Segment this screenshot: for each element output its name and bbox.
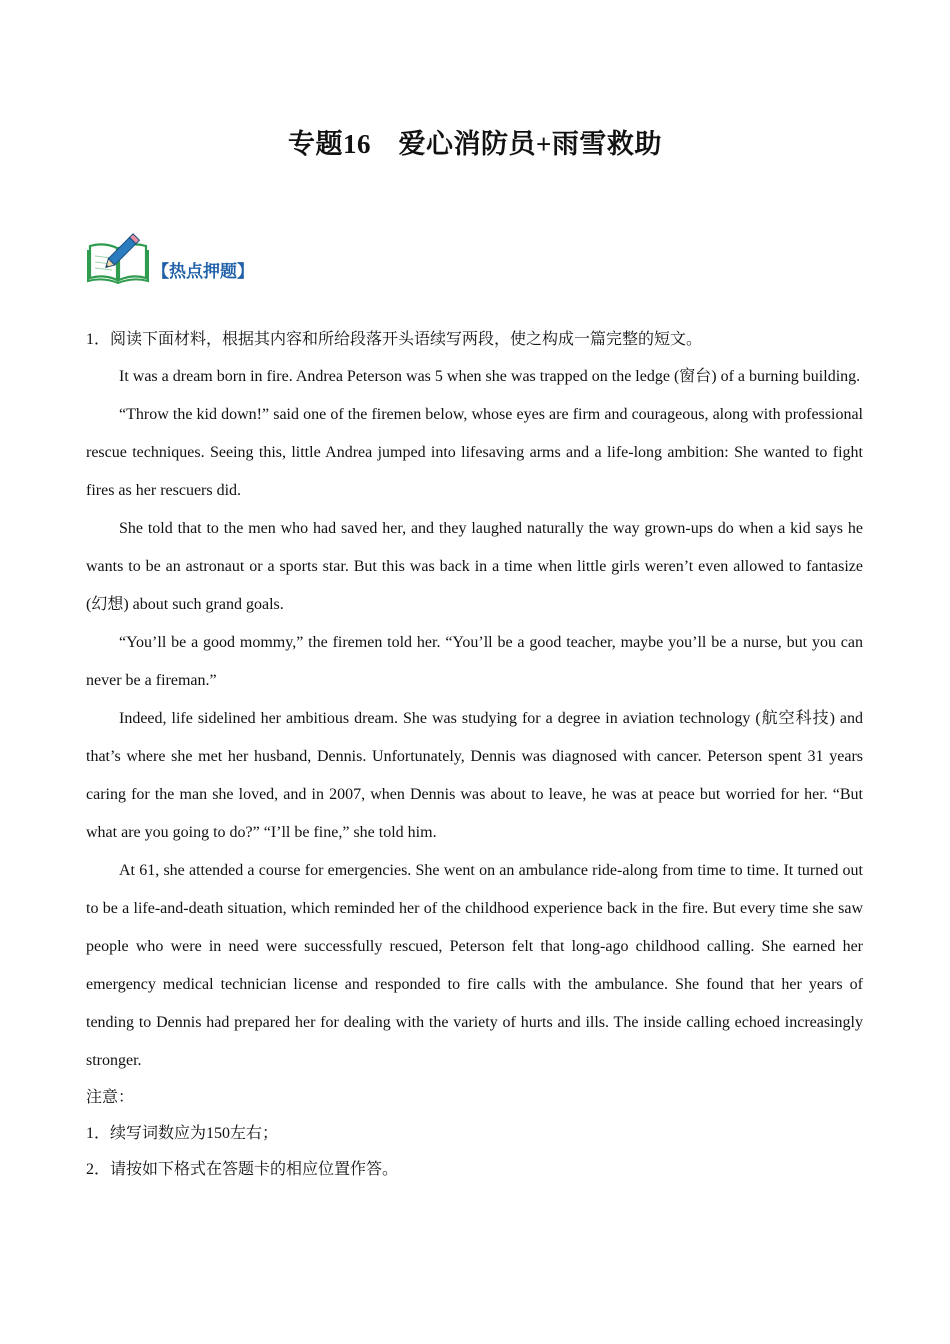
passage-paragraph: It was a dream born in fire. Andrea Peterson was 5 when she was trapped on the ledge (窗台) of a burning building.	[119, 368, 861, 385]
passage-paragraph: “You’ll be a good mommy,” the firemen told her. “You’ll be a good teacher, maybe you’ll be a nurse, but you can never be a fireman.”	[86, 634, 863, 689]
note-item: 2．请按如下格式在答题卡的相应位置作答。	[86, 1161, 399, 1178]
question-body	[86, 322, 863, 1188]
section-header	[86, 224, 254, 284]
notes-heading: 注意：	[86, 1089, 135, 1106]
passage-paragraph: At 61, she attended a course for emergencies. She went on an ambulance ride-along from time to time. It turned out to be a life-and-death situation, which reminded her of the childhood experience back in the fire. But every time she saw people who were in need were successfully rescued, Peterson felt that long-ago childhood calling. She earned her emergency medical technician license and responded to fire calls with the ambulance. She found that her years of tending to Dennis had prepared her for dealing with the variety of hurts and ills. The inside calling echoed increasingly stronger.	[86, 862, 863, 1069]
passage-paragraph: Indeed, life sidelined her ambitious dream. She was studying for a degree in aviation technology (航空科技) and that’s where she met her husband, Dennis. Unfortunately, Dennis was diagnosed with cancer. Peterson spent 31 years caring for the man she loved, and in 2007, when Dennis was about to leave, he was at peace but worried for her. “But what are you going to do?” “I’ll be fine,” she told him.	[86, 710, 863, 841]
question-prompt: 1．阅读下面材料，根据其内容和所给段落开头语续写两段，使之构成一篇完整的短文。	[86, 331, 703, 348]
passage-paragraph: She told that to the men who had saved her, and they laughed naturally the way grown-ups do when a kid says he wants to be an astronaut or a sports star. But this was back in a time when little girls weren’t even allowed to fantasize (幻想) about such grand goals.	[86, 520, 863, 613]
book-pencil-icon	[86, 228, 150, 284]
page-title: 专题16 爱心消防员+雨雪救助	[288, 129, 662, 159]
note-item: 1．续写词数应为150左右；	[86, 1125, 279, 1142]
section-label: 【热点押题】	[152, 262, 254, 282]
passage-paragraph: “Throw the kid down!” said one of the firemen below, whose eyes are firm and courageous, along with professional rescue techniques. Seeing this, little Andrea jumped into lifesaving arms and a life-long ambition: She wanted to fight fires as her rescuers did.	[86, 406, 863, 499]
